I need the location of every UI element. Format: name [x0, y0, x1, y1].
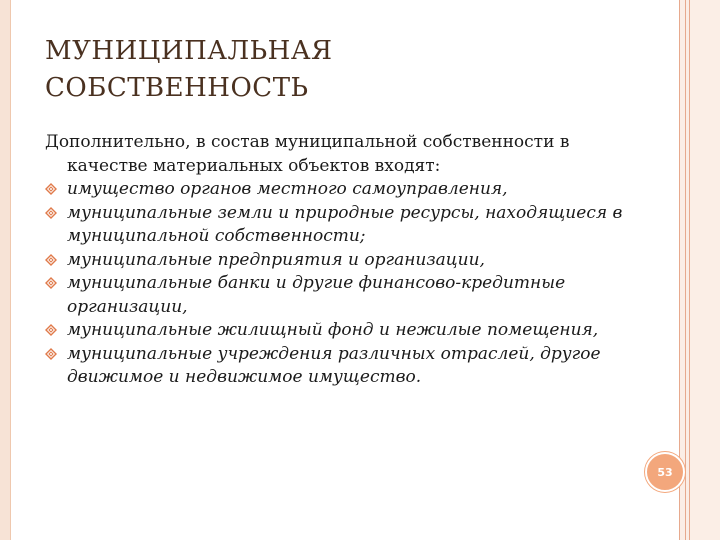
hollow-diamond-icon	[45, 348, 57, 360]
list-item-text: муниципальные учреждения различных отраслей, другое движимое и недвижимое имущество.	[67, 343, 601, 387]
slide-title	[45, 33, 645, 107]
bullet-list	[45, 178, 635, 390]
hollow-diamond-icon	[45, 183, 57, 195]
slide-body	[45, 131, 635, 390]
list-item-text: имущество органов местного самоуправления,	[67, 179, 508, 199]
list-item-text: муниципальные жилищный фонд и нежилые помещения,	[67, 320, 599, 340]
hollow-diamond-icon	[45, 277, 57, 289]
list-item	[45, 343, 635, 390]
left-border-band	[0, 0, 10, 540]
list-item	[45, 319, 635, 343]
page-number-badge	[645, 452, 685, 492]
intro-text: Дополнительно, в состав муниципальной собственности в качестве материальных объектов входят:	[45, 132, 570, 176]
slide-title-line-1: МУНИЦИПАЛЬНАЯ	[45, 36, 333, 66]
hollow-diamond-icon	[45, 207, 57, 219]
list-item	[45, 249, 635, 273]
list-item-text: муниципальные земли и природные ресурсы, находящиеся в муниципальной собственности;	[67, 202, 623, 246]
list-item	[45, 178, 635, 202]
hollow-diamond-icon	[45, 324, 57, 336]
list-item-text: муниципальные предприятия и организации,	[67, 249, 485, 270]
left-border-line	[10, 0, 11, 540]
right-border-line	[689, 0, 690, 540]
list-item	[45, 272, 635, 319]
page-number: 53	[657, 465, 673, 479]
right-border-line	[685, 0, 686, 540]
list-item	[45, 202, 635, 249]
slide-title-line-2: СОБСТВЕННОСТЬ	[45, 73, 309, 103]
list-item-text: муниципальные банки и другие финансово-кредитные организации,	[67, 273, 566, 317]
hollow-diamond-icon	[45, 254, 57, 266]
